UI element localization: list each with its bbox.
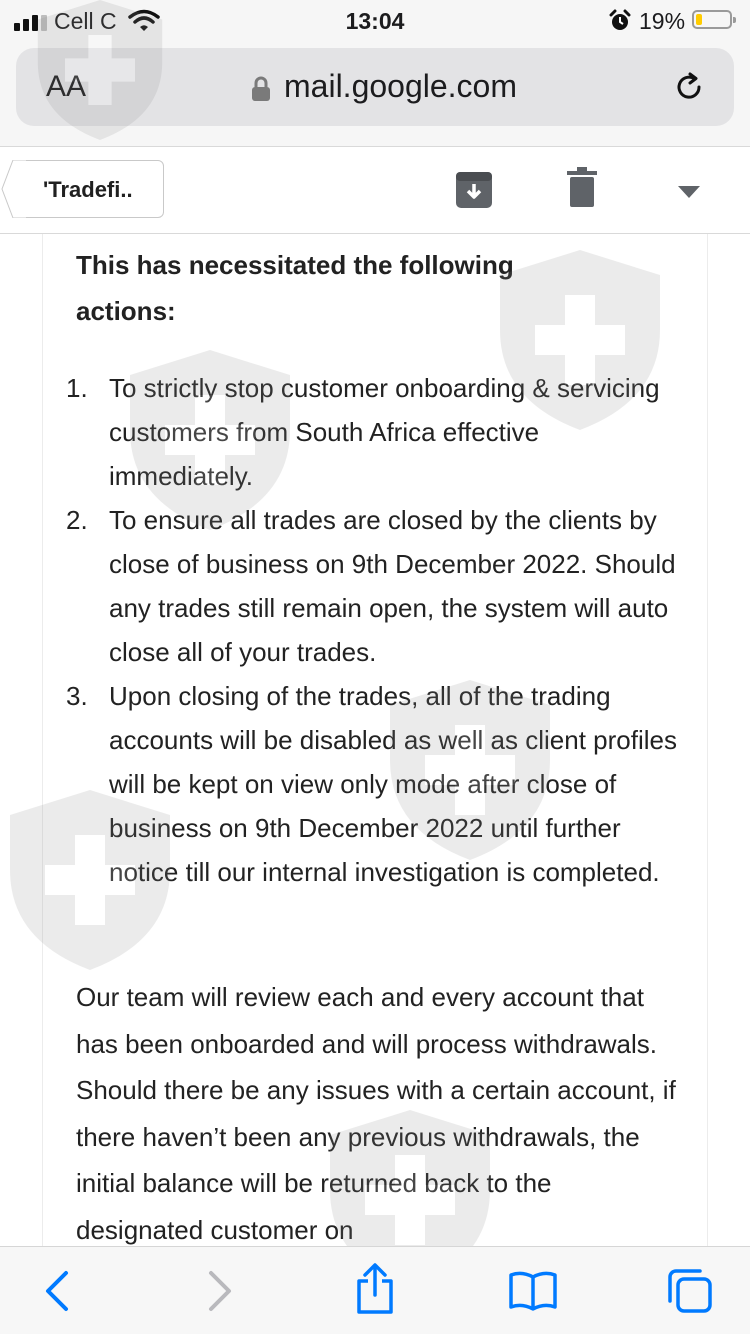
battery-percent: 19%: [639, 8, 686, 34]
alarm-icon: [608, 9, 632, 38]
trash-icon[interactable]: [567, 167, 597, 212]
address-bar[interactable]: [16, 48, 734, 126]
email-paragraph: Our team will review each and every account that has been onboarded and will process withdrawals. Should there be any issues with a certain account, if there haven’t been any previous withdrawals, the initial balance will be returned back to the designated customer on: [76, 982, 676, 1245]
status-time: 13:04: [345, 8, 405, 34]
archive-icon[interactable]: [455, 171, 493, 214]
text-size-button[interactable]: [46, 70, 86, 104]
list-text: To ensure all trades are closed by the clients by close of business on 9th December 2022. Should any trades still remain open, the system will auto close all of your trades.: [109, 505, 676, 667]
more-dropdown-icon[interactable]: [678, 185, 700, 203]
email-heading: This has necessitated the following actions:: [76, 250, 514, 326]
share-icon[interactable]: [354, 1263, 396, 1320]
back-icon[interactable]: [42, 1269, 72, 1318]
back-to-inbox-button[interactable]: [12, 160, 164, 218]
forward-icon[interactable]: [205, 1269, 235, 1318]
bookmarks-icon[interactable]: [508, 1271, 558, 1316]
list-number: 3.: [66, 681, 88, 711]
browser-bottom-bar: [0, 1246, 750, 1334]
back-label: 'Tradefi..: [43, 177, 133, 202]
text-size-label: AA: [46, 70, 87, 103]
list-text: To strictly stop customer onboarding & servicing customers from South Africa effective immediately.: [109, 373, 660, 491]
status-bar: [0, 0, 750, 40]
list-text: Upon closing of the trades, all of the trading accounts will be disabled as well as client profiles will be kept on view only mode after close of business on 9th December 2022 until further notice till our internal investigation is completed.: [109, 681, 677, 887]
lock-icon: [251, 76, 271, 107]
battery-icon: [692, 10, 732, 29]
list-number: 2.: [66, 505, 88, 535]
tabs-icon[interactable]: [666, 1267, 714, 1320]
mail-toolbar: [0, 146, 750, 234]
list-number: 1.: [66, 373, 88, 403]
carrier-name: Cell C: [54, 8, 117, 34]
browser-address-area: [0, 40, 750, 146]
reload-icon[interactable]: [672, 70, 706, 109]
url-text[interactable]: mail.google.com: [284, 68, 517, 104]
